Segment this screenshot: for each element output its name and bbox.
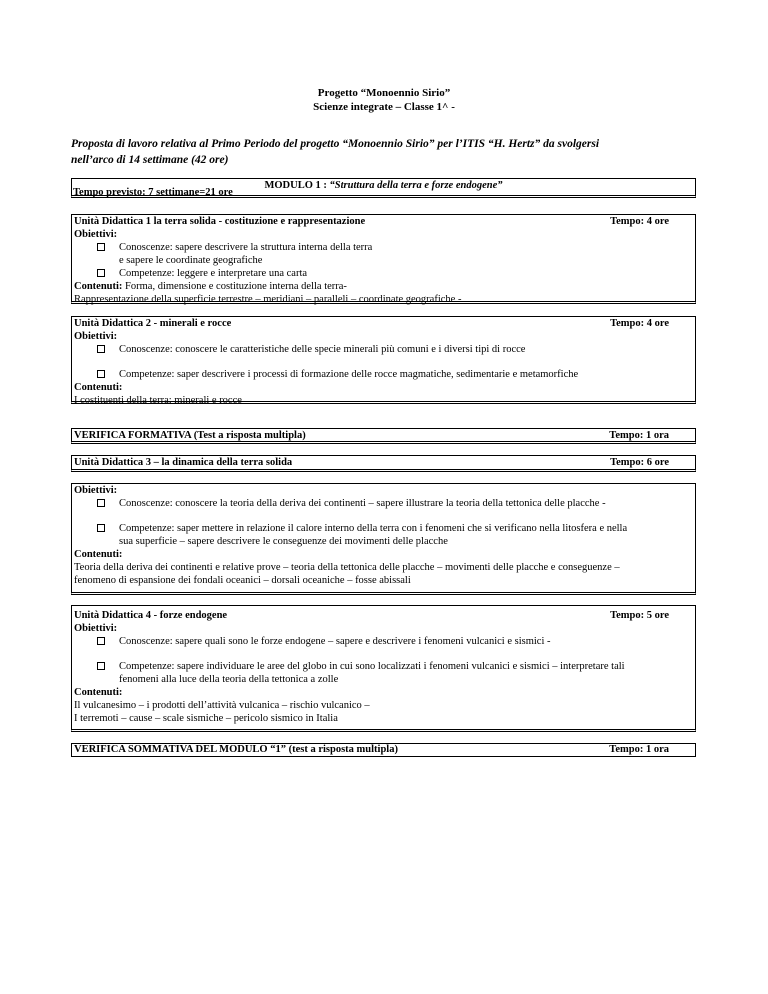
- ud3-title: Unità Didattica 3 – la dinamica della terra solida: [74, 457, 293, 468]
- ud1-objective-2: [72, 267, 695, 280]
- checkbox-icon: [97, 243, 105, 251]
- ud1-box: [71, 214, 696, 304]
- verifica-sommativa-time: Tempo: 1 ora: [609, 744, 669, 755]
- module-time: Tempo previsto: 7 settimane=21 ore: [73, 187, 233, 198]
- ud2-box: [71, 316, 696, 404]
- ud2-content-label: Contenuti:: [74, 382, 123, 393]
- verifica-sommativa-title: VERIFICA SOMMATIVA DEL MODULO “1” (test a risposta multipla): [74, 744, 398, 755]
- ud2-time: Tempo: 4 ore: [610, 318, 669, 329]
- doc-subtitle: Scienze integrate – Classe 1^ -: [313, 101, 455, 113]
- verifica-formativa-title: VERIFICA FORMATIVA (Test a risposta multipla): [74, 430, 306, 441]
- ud3-content-2: fenomeno di espansione dei fondali oceanici – dorsali oceaniche – fosse abissali: [74, 575, 411, 586]
- ud3-objective-1: [72, 497, 695, 510]
- ud4-objective-2: [72, 660, 695, 673]
- ud2-obj1-text: Conoscenze: conoscere le caratteristiche delle specie minerali più comuni e i diversi tipi di rocce: [119, 344, 526, 355]
- ud4-content-1: Il vulcanesimo – i prodotti dell’attività vulcanica – rischio vulcanico –: [74, 700, 370, 711]
- ud4-objective-2-cont: fenomeni alla luce della teoria della tettonica a zolle: [119, 674, 339, 685]
- ud1-content-1: Forma, dimensione e costituzione interna della terra-: [122, 281, 347, 292]
- checkbox-icon: [97, 524, 105, 532]
- ud3-time: Tempo: 6 ore: [610, 457, 669, 468]
- ud3-objectives-label: Obiettivi:: [74, 485, 118, 496]
- ud3-objective-2-cont: sua superficie – sapere descrivere le conseguenze dei movimenti delle placche: [119, 536, 448, 547]
- verifica-formativa-box: [71, 428, 696, 444]
- ud2-objectives-label: Obiettivi:: [74, 331, 118, 342]
- checkbox-icon: [97, 269, 105, 277]
- ud4-box: [71, 605, 696, 732]
- verifica-sommativa-box: [71, 743, 696, 757]
- ud4-content-label: Contenuti:: [74, 687, 123, 698]
- intro-line-1: Proposta di lavoro relativa al Primo Periodo del progetto “Monoennio Sirio” per l’ITIS “H. Hertz” da svolgersi: [71, 138, 600, 150]
- intro-text: [71, 136, 696, 168]
- ud2-obj2-text: Competenze: saper descrivere i processi di formazione delle rocce magmatiche, sedimentarie e metamorfiche: [119, 369, 579, 380]
- checkbox-icon: [97, 370, 105, 378]
- ud1-objective-1: [72, 241, 695, 254]
- doc-title: Progetto “Monoennio Sirio”: [317, 87, 451, 99]
- ud3-obj2-text: Competenze: saper mettere in relazione il calore interno della terra con i fenomeni che si verificano nella litosfera e nella: [119, 523, 628, 534]
- ud3-header-box: [71, 455, 696, 472]
- ud2-objective-2: [72, 368, 695, 381]
- ud4-content-2: I terremoti – cause – scale sismiche – pericolo sismico in Italia: [74, 713, 338, 724]
- ud3-objective-2: [72, 522, 695, 535]
- ud1-content-label: Contenuti:: [74, 281, 123, 292]
- ud4-title: Unità Didattica 4 - forze endogene: [74, 610, 228, 621]
- ud4-obj2-text: Competenze: sapere individuare le aree del globo in cui sono localizzati i fenomeni vulcanici e sismici – interpretare tali: [119, 661, 625, 672]
- ud4-objectives-label: Obiettivi:: [74, 623, 118, 634]
- checkbox-icon: [97, 499, 105, 507]
- intro-line-2: nell’arco di 14 settimane (42 ore): [71, 154, 229, 166]
- verifica-formativa-time: Tempo: 1 ora: [609, 430, 669, 441]
- ud4-time: Tempo: 5 ore: [610, 610, 669, 621]
- ud1-content: [72, 280, 695, 293]
- ud1-content-2: Rappresentazione della superficie terrestre – meridiani – paralleli – coordinate geografiche -: [74, 294, 462, 305]
- ud4-obj1-text: Conoscenze: sapere quali sono le forze endogene – sapere e descrivere i fenomeni vulcanici e sismici -: [119, 636, 551, 647]
- ud3-obj1-text: Conoscenze: conoscere la teoria della deriva dei continenti – sapere illustrare la teoria della tettonica delle placche -: [119, 498, 606, 509]
- ud3-body-box: [71, 483, 696, 595]
- ud1-time: Tempo: 4 ore: [610, 216, 669, 227]
- ud1-objective-1-cont: e sapere le coordinate geografiche: [119, 255, 263, 266]
- ud1-title: Unità Didattica 1 la terra solida - costituzione e rappresentazione: [74, 216, 366, 227]
- ud3-content-label: Contenuti:: [74, 549, 123, 560]
- ud2-content-1: I costituenti della terra: minerali e rocce: [74, 395, 242, 406]
- ud2-objective-1: [72, 343, 695, 356]
- module-title-prefix: MODULO 1 :: [264, 180, 330, 191]
- ud1-objectives-label: Obiettivi:: [74, 229, 118, 240]
- ud2-title: Unità Didattica 2 - minerali e rocce: [74, 318, 232, 329]
- module-title-name: “Struttura della terra e forze endogene”: [329, 180, 503, 191]
- checkbox-icon: [97, 662, 105, 670]
- ud3-content-1: Teoria della deriva dei continenti e relative prove – teoria della tettonica delle placche – movimenti delle placche e conseguenze –: [74, 562, 620, 573]
- ud1-obj1-text: Conoscenze: sapere descrivere la struttura interna della terra: [119, 242, 373, 253]
- checkbox-icon: [97, 637, 105, 645]
- checkbox-icon: [97, 345, 105, 353]
- ud4-objective-1: [72, 635, 695, 648]
- ud1-obj2-text: Competenze: leggere e interpretare una carta: [119, 268, 308, 279]
